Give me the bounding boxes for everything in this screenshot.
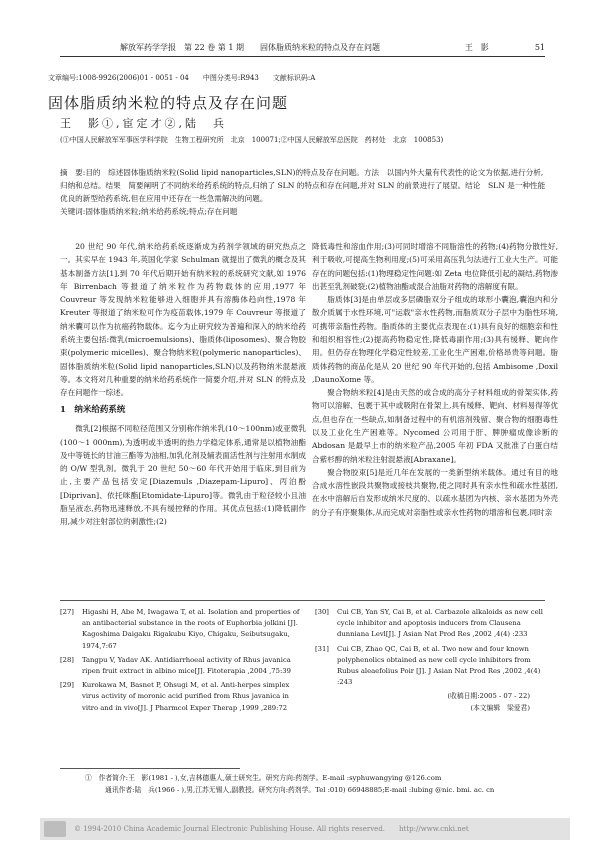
divider: [60, 600, 545, 601]
running-header-journal: 解放军药学学报 第 22 卷 第 1 期 固体脂质纳米粒的特点及存在问题: [120, 43, 380, 52]
author-info-line: 通讯作者:陆 兵(1966 - ),男,江苏无锡人,副教授。研究方向:药剂学。Tel :010) 66948885;E-mail :lubing @nic. bmi. ac. cn: [105, 785, 495, 794]
paragraph: 聚合物纳米粒[4]是由天然的或合成的高分子材料组成的骨架实体,药物可以溶解、包裹于其中或吸附在骨架上,具有缓释、靶向、材料易得等优点,但也存在一些缺点,如制备过程中的有机溶剂残留、聚合物的细胞毒性以及工业化生产困难等。Nycomed 公司用于肝、脾肿瘤成像诊断的 Abdosan 是最早上市的纳米粒产品,2005 年初 FDA 又批准了白蛋白结合紫杉醇的纳米粒注射混悬液[Abraxane]。: [312, 388, 558, 464]
footnote-divider: [60, 768, 240, 769]
left-column: [60, 240, 306, 529]
reference-item: [31] Cui CB, Zhao QC, Cai B, et al. Two new and four known polyphenolics obtained as new cell cycle inhibitors from Rubus aleaefolius Poir [J]. J Asian Nat Prod Res ,2002 ,4(4) :243: [315, 644, 541, 687]
abstract-block: [60, 167, 550, 219]
reference-item: [27] Higashi H, Abe M, Iwagawa T, et al. Isolation and properties of an antibacterial substance in the roots of Euphorbia jolkini [J]. Kagoshima Daigaku Rigakubu Kiyo, Chigaku, Seibutsugaku, 1974,7:67: [60, 608, 300, 650]
page-number: 51: [534, 43, 545, 52]
reference-item: [30] Cui CB, Yan SY, Cai B, et al. Carbazole alkaloids as new cell cycle inhibitor and apoptosis inducers from Clausena dunniana Levl[J]. J Asian Nat Prod Res ,2002 ,4(4) :233: [315, 608, 543, 639]
reference-item: [29] Kurokawa M, Basnet P, Ohsugi M, et al. Anti-herpes simplex virus activity of moronic acid purified from Rhus javanica in vitro and in vivo[J]. J Pharmcol Exper Therap ,1999 ,289:72: [60, 681, 290, 712]
paragraph: 微乳[2]根据不同粒径范围又分别称作纳米乳(10～100nm)或亚微乳(100～1 000nm),为透明或半透明的热力学稳定体系,通常是以植物油酯及中等链长的甘油三酯等为油相,加乳化剂及辅表面活性剂与注射用水制成的 O/W 型乳剂。微乳于 20 世纪 50～60 年代开始用于临床,到目前为止,主要产品包括安定[Diazemuls ,Diazepam-Lipuro]、丙泊酚[Diprivan]、依托咪酯[Etomidate-Lipuro]等。微乳由于粒径较小且油脂呈液态,药物迅速释放,不具有缓控释的作用。其优点包括:(1)降低副作用,减少对注射部位的刺激性;(2): [60, 424, 306, 527]
reference-item: [28] Tangpu V, Yadav AK. Antidiarrhoeal activity of Rhus javanica ripen fruit extract in albino mice[J]. Fitoterapia ,2004 ,75:39: [60, 655, 291, 676]
right-column: [312, 240, 558, 519]
running-header-author: 王 影: [464, 43, 489, 52]
article-number-line: 文章编号:1008-9926(2006)01 - 0051 - 04 中图分类号:R943 文献标识码:A: [48, 74, 316, 82]
abstract: 摘 要:目的 综述固体脂质纳米粒(Solid lipid nanoparticles,SLN)的特点及存在问题。方法 以国内外大量有代表性的论文为依据,进行分析,归纳和总结。结果 简要阐明了不同纳米给药系统的特点,归纳了 SLN 的特点和存在问题,并对 SLN 的前景进行了展望。结论 SLN 是一种性能优良的新型给药系统,但在应用中还存在一些急需解决的问题。: [60, 168, 546, 203]
paragraph: 降低毒性和溶血作用;(3)可同时增溶不同脂溶性的药物;(4)药物分散性好,利于吸收,可提高生物利用度;(5)可采用高压乳匀法进行工业大生产。可能存在的问题包括:(1)物理稳定性问题:如 Zeta 电位降低引起的凝结,药物渗出甚至乳剂破裂;(2)植物油酯或混合油脂对药物的溶解度有限。: [312, 242, 558, 291]
received-date: (收稿日期:2005 - 07 - 22): [447, 692, 530, 701]
article-title: 固体脂质纳米粒的特点及存在问题: [48, 94, 289, 112]
author-info: [85, 773, 555, 796]
paragraph: 聚合物胶束[5]是近几年在发展的一类新型纳米载体。通过有目的地合成水溶性嵌段共聚物或接枝共聚物,使之同时具有亲水性和疏水性基团,在水中溶解后自发形成纳米尺度的、以疏水基团为内核、亲水基团为外壳的分子有序聚集体,从而完成对亲脂性或亲水性药物的增溶和包裹,同时亲: [312, 467, 558, 517]
running-header: [60, 42, 545, 57]
authors: 王 影①,宦定才②,陆 兵: [60, 117, 227, 130]
author-info-line: ① 作者简介:王 影(1981 - ),女,吉林德惠人,硕士研究生。研究方向:药剂学。E-mail :syphuwangying @126.com: [85, 774, 442, 782]
editor-credit: (本文编辑 梁爱君): [470, 703, 530, 712]
copyright-text: © 1994-2010 China Academic Journal Electronic Publishing House. All rights reserved. http://www.cnki.net: [74, 824, 469, 833]
section-heading: 1 纳米给药系统: [60, 405, 126, 416]
references-right: [315, 607, 550, 714]
affiliation: (①中国人民解放军军事医学科学院 生物工程研究所 北京 100071;②中国人民解放军总医院 药材处 北京 100853): [60, 136, 444, 144]
paragraph: 20 世纪 90 年代,纳米给药系统逐渐成为药剂学领域的研究热点之一。其实早在 1943 年,英国化学家 Schulman 就提出了微乳的概念及其基本制备方法[1],到 70 年代后期开始有纳米粒的系统研究文献,如 1976 年 Birrenbach 等报道了纳米粒作为药物载体的应用,1977 年 Couvreur 等发现纳米粒能够进入细胞并具有溶酶体趋向性,1978 年 Kreuter 等报道了纳米粒可作为疫苗载体,1979 年 Couvreur 等报道了纳米囊可以作为抗癌药物载体。迄今为止研究较为普遍和深入的纳米给药系统主要包括:微乳(microemulsions)、脂质体(liposomes)、聚合物胶束(polymeric micelles)、聚合物纳米粒(polymeric nanoparticles)、固体脂质纳米粒(Solid lipid nanoparticles,SLN)以及药物纳米混悬液等。本文将对几种重要的纳米给药系统作一简要介绍,并对 SLN 的特点及存在问题作一综述。: [60, 242, 306, 398]
references-left: [60, 607, 300, 717]
paragraph: 脂质体[3]是由单层或多层磷脂双分子组成的球形小囊泡,囊泡内和分散介质属于水性环境,可"运载"亲水性药物,而脂质双分子层中为脂性环境,可携带亲脂性药物。脂质体的主要优点表现在:(1)具有良好的细胞亲和性和组织相容性;(2)提高药物稳定性,降低毒副作用;(3)具有缓释、靶向作用。但仍存在物理化学稳定性较差,工业化生产困难,价格昂贵等问题。脂质体药物的商品化是从 20 世纪 90 年代开始的,包括 Ambisome ,Doxil ,DaunoXome 等。: [312, 295, 558, 384]
copyright-bar: [40, 818, 570, 840]
keywords: 关键词:固体脂质纳米粒;纳米给药系统;特点;存在问题: [60, 206, 238, 216]
cnki-logo-icon: [44, 821, 66, 837]
